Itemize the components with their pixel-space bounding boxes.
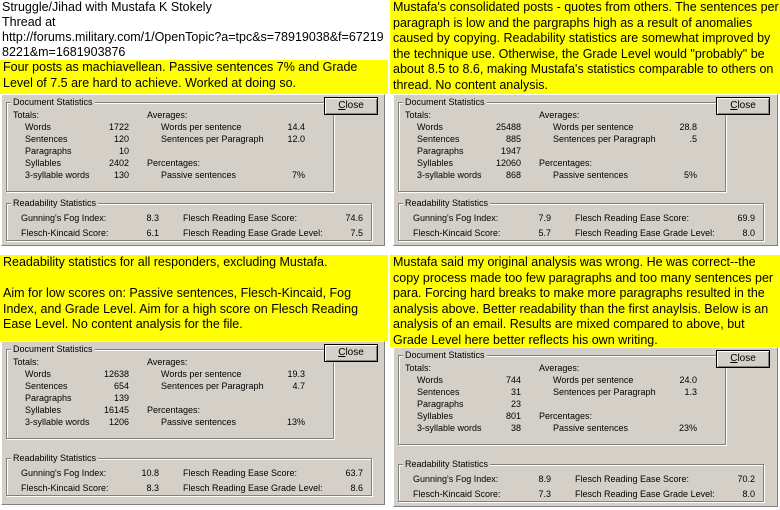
words-per-sentence-label: Words per sentence bbox=[553, 122, 634, 132]
flesch-kincaid-value: 7.3 bbox=[538, 489, 551, 499]
sentences-value: 31 bbox=[510, 387, 521, 397]
close-label: lose bbox=[345, 100, 364, 111]
quadrant-top-left bbox=[0, 0, 390, 255]
flesch-kincaid-label: Flesch-Kincaid Score: bbox=[21, 228, 109, 238]
flesch-grade-level-label: Flesch Reading Ease Grade Level: bbox=[575, 228, 715, 238]
three-syllable-words-label: 3-syllable words bbox=[25, 170, 90, 180]
sentences-label: Sentences bbox=[25, 381, 68, 391]
sentences-per-paragraph-value: .5 bbox=[689, 134, 697, 144]
quadrant-top-right bbox=[390, 0, 780, 255]
readability-statistics-group bbox=[398, 459, 764, 502]
sentences-value: 654 bbox=[113, 381, 129, 391]
document-statistics-group bbox=[6, 97, 334, 192]
words-label: Words bbox=[25, 122, 51, 132]
readability-statistics-group bbox=[6, 198, 372, 241]
sentences-label: Sentences bbox=[417, 134, 460, 144]
flesch-grade-level-value: 8.6 bbox=[350, 483, 363, 493]
flesch-reading-ease-value: 69.9 bbox=[737, 213, 755, 223]
syllables-label: Syllables bbox=[25, 158, 62, 168]
three-syllable-words-value: 38 bbox=[510, 423, 521, 433]
flesch-reading-ease-value: 74.6 bbox=[345, 213, 363, 223]
averages-heading: Averages: bbox=[539, 363, 580, 373]
note-bottom-left: Readability statistics for all responders, excluding Mustafa. Aim for low scores on: Passive sentences, Flesch-Kincaid, Fog Index, and Grade Level. Aim for a high score on Flesch Reading Ease Level. No content analysis for the file. bbox=[0, 255, 388, 341]
close-button[interactable] bbox=[324, 97, 378, 115]
three-syllable-words-value: 130 bbox=[113, 170, 129, 180]
flesch-kincaid-label: Flesch-Kincaid Score: bbox=[21, 483, 109, 493]
totals-heading: Totals: bbox=[405, 110, 432, 120]
averages-heading: Averages: bbox=[539, 110, 580, 120]
three-syllable-words-label: 3-syllable words bbox=[417, 170, 482, 180]
paragraphs-label: Paragraphs bbox=[417, 146, 464, 156]
sentences-per-paragraph-label: Sentences per Paragraph bbox=[553, 134, 656, 144]
sentences-per-paragraph-label: Sentences per Paragraph bbox=[161, 134, 264, 144]
words-per-sentence-value: 19.3 bbox=[287, 369, 305, 379]
paragraphs-value: 139 bbox=[113, 393, 129, 403]
flesch-kincaid-label: Flesch-Kincaid Score: bbox=[413, 489, 501, 499]
flesch-kincaid-value: 5.7 bbox=[538, 228, 551, 238]
close-button[interactable] bbox=[716, 350, 770, 368]
passive-sentences-value: 7% bbox=[291, 170, 305, 180]
page-header bbox=[0, 0, 390, 60]
sentences-per-paragraph-label: Sentences per Paragraph bbox=[553, 387, 656, 397]
passive-sentences-label: Passive sentences bbox=[553, 170, 629, 180]
words-label: Words bbox=[25, 369, 51, 379]
document-statistics-title: Document Statistics bbox=[13, 97, 93, 107]
document-statistics-title: Document Statistics bbox=[13, 344, 93, 354]
three-syllable-words-label: 3-syllable words bbox=[25, 417, 90, 427]
flesch-reading-ease-label: Flesch Reading Ease Score: bbox=[183, 213, 298, 223]
paragraphs-value: 23 bbox=[510, 399, 521, 409]
words-per-sentence-label: Words per sentence bbox=[553, 375, 634, 385]
document-statistics-group bbox=[6, 344, 334, 439]
sentences-per-paragraph-value: 4.7 bbox=[292, 381, 305, 391]
words-value: 1722 bbox=[108, 122, 129, 132]
words-per-sentence-value: 14.4 bbox=[287, 122, 305, 132]
syllables-value: 16145 bbox=[103, 405, 129, 415]
paragraphs-value: 1947 bbox=[500, 146, 521, 156]
close-accelerator: C bbox=[338, 347, 346, 358]
percentages-heading: Percentages: bbox=[147, 405, 201, 415]
readability-dialog-top-left bbox=[1, 94, 385, 246]
words-per-sentence-label: Words per sentence bbox=[161, 369, 242, 379]
readability-dialog-bottom-right bbox=[393, 347, 778, 507]
percentages-heading: Percentages: bbox=[539, 158, 593, 168]
close-accelerator: C bbox=[730, 353, 738, 364]
document-statistics-title: Document Statistics bbox=[405, 97, 485, 107]
flesch-reading-ease-label: Flesch Reading Ease Score: bbox=[575, 213, 690, 223]
words-label: Words bbox=[417, 122, 443, 132]
flesch-reading-ease-value: 63.7 bbox=[345, 468, 363, 478]
paragraphs-label: Paragraphs bbox=[25, 146, 72, 156]
flesch-grade-level-value: 8.0 bbox=[742, 228, 755, 238]
flesch-kincaid-label: Flesch-Kincaid Score: bbox=[413, 228, 501, 238]
readability-statistics-title: Readability Statistics bbox=[13, 453, 97, 463]
thread-url[interactable]: http://forums.military.com/1/OpenTopic?a=tpc&s=78919038&f=672198221&m=1681903876 bbox=[2, 30, 384, 59]
words-per-sentence-value: 24.0 bbox=[679, 375, 697, 385]
flesch-grade-level-label: Flesch Reading Ease Grade Level: bbox=[183, 228, 323, 238]
fog-index-value: 7.9 bbox=[538, 213, 551, 223]
passive-sentences-value: 23% bbox=[678, 423, 697, 433]
close-label: lose bbox=[737, 353, 756, 364]
three-syllable-words-label: 3-syllable words bbox=[417, 423, 482, 433]
flesch-grade-level-label: Flesch Reading Ease Grade Level: bbox=[575, 489, 715, 499]
quadrant-bottom-left bbox=[0, 255, 390, 510]
close-label: lose bbox=[345, 347, 364, 358]
sentences-label: Sentences bbox=[417, 387, 460, 397]
close-button[interactable] bbox=[324, 344, 378, 362]
fog-index-label: Gunning's Fog Index: bbox=[413, 474, 499, 484]
syllables-label: Syllables bbox=[417, 411, 454, 421]
flesch-reading-ease-value: 70.2 bbox=[737, 474, 755, 484]
passive-sentences-value: 5% bbox=[683, 170, 697, 180]
syllables-label: Syllables bbox=[25, 405, 62, 415]
close-label: lose bbox=[737, 100, 756, 111]
fog-index-value: 8.3 bbox=[146, 213, 159, 223]
header-thread-label: Thread at bbox=[2, 15, 56, 29]
note-top-right: Mustafa's consolidated posts - quotes from others. The sentences per paragraph is low and the pargraphs high as a result of anomalies caused by copying. Readability statistics are somewhat improved by the technique use. Otherwise, the Grade Level would "probably" be about 8.5 to 8.6, making Mustafa's statistics comparable to others on thread. No content analysis. bbox=[390, 0, 780, 94]
quadrant-bottom-right bbox=[390, 255, 780, 510]
three-syllable-words-value: 1206 bbox=[108, 417, 129, 427]
readability-statistics-group bbox=[6, 453, 372, 496]
sentences-per-paragraph-label: Sentences per Paragraph bbox=[161, 381, 264, 391]
words-per-sentence-label: Words per sentence bbox=[161, 122, 242, 132]
flesch-kincaid-value: 8.3 bbox=[146, 483, 159, 493]
passive-sentences-label: Passive sentences bbox=[161, 170, 237, 180]
readability-statistics-title: Readability Statistics bbox=[405, 198, 489, 208]
fog-index-label: Gunning's Fog Index: bbox=[21, 213, 107, 223]
totals-heading: Totals: bbox=[13, 357, 40, 367]
document-statistics-group bbox=[398, 97, 726, 192]
readability-statistics-title: Readability Statistics bbox=[13, 198, 97, 208]
document-statistics-group bbox=[398, 350, 726, 445]
sentences-per-paragraph-value: 1.3 bbox=[684, 387, 697, 397]
header-title: Struggle/Jihad with Mustafa K Stokely bbox=[2, 0, 212, 14]
paragraphs-value: 10 bbox=[118, 146, 129, 156]
readability-statistics-title: Readability Statistics bbox=[405, 459, 489, 469]
flesch-reading-ease-label: Flesch Reading Ease Score: bbox=[183, 468, 298, 478]
fog-index-label: Gunning's Fog Index: bbox=[21, 468, 107, 478]
sentences-value: 120 bbox=[113, 134, 129, 144]
passive-sentences-label: Passive sentences bbox=[161, 417, 237, 427]
readability-dialog-bottom-left bbox=[1, 341, 385, 505]
averages-heading: Averages: bbox=[147, 357, 188, 367]
sentences-label: Sentences bbox=[25, 134, 68, 144]
flesch-grade-level-value: 8.0 bbox=[742, 489, 755, 499]
readability-dialog-top-right bbox=[393, 94, 778, 246]
flesch-reading-ease-label: Flesch Reading Ease Score: bbox=[575, 474, 690, 484]
totals-heading: Totals: bbox=[13, 110, 40, 120]
averages-heading: Averages: bbox=[147, 110, 188, 120]
paragraphs-label: Paragraphs bbox=[25, 393, 72, 403]
close-button[interactable] bbox=[716, 97, 770, 115]
flesch-grade-level-label: Flesch Reading Ease Grade Level: bbox=[183, 483, 323, 493]
syllables-value: 801 bbox=[505, 411, 521, 421]
three-syllable-words-value: 868 bbox=[505, 170, 521, 180]
syllables-value: 12060 bbox=[495, 158, 521, 168]
percentages-heading: Percentages: bbox=[147, 158, 201, 168]
close-accelerator: C bbox=[338, 100, 346, 111]
words-value: 25488 bbox=[495, 122, 521, 132]
words-value: 12638 bbox=[103, 369, 129, 379]
sentences-value: 885 bbox=[505, 134, 521, 144]
syllables-value: 2402 bbox=[108, 158, 129, 168]
note-bottom-right: Mustafa said my original analysis was wrong. He was correct--the copy process made too few paragraphs and too many sentences per para. Forcing hard breaks to make more paragraphs resulted in the analysis above. Better readability than the first anaylsis. Below is an analysis of an email. Results are mixed compared to above, but Grade Level here better reflects his own writing. bbox=[390, 255, 780, 347]
totals-heading: Totals: bbox=[405, 363, 432, 373]
note-top-left: Four posts as machiavellean. Passive sentences 7% and Grade Level of 7.5 are hard to achieve. Worked at doing so. bbox=[0, 60, 388, 94]
fog-index-label: Gunning's Fog Index: bbox=[413, 213, 499, 223]
document-statistics-title: Document Statistics bbox=[405, 350, 485, 360]
paragraphs-label: Paragraphs bbox=[417, 399, 464, 409]
close-accelerator: C bbox=[730, 100, 738, 111]
passive-sentences-value: 13% bbox=[286, 417, 305, 427]
readability-statistics-group bbox=[398, 198, 764, 241]
flesch-grade-level-value: 7.5 bbox=[350, 228, 363, 238]
percentages-heading: Percentages: bbox=[539, 411, 593, 421]
words-label: Words bbox=[417, 375, 443, 385]
words-value: 744 bbox=[505, 375, 521, 385]
sentences-per-paragraph-value: 12.0 bbox=[287, 134, 305, 144]
flesch-kincaid-value: 6.1 bbox=[146, 228, 159, 238]
fog-index-value: 10.8 bbox=[141, 468, 159, 478]
passive-sentences-label: Passive sentences bbox=[553, 423, 629, 433]
fog-index-value: 8.9 bbox=[538, 474, 551, 484]
syllables-label: Syllables bbox=[417, 158, 454, 168]
words-per-sentence-value: 28.8 bbox=[679, 122, 697, 132]
